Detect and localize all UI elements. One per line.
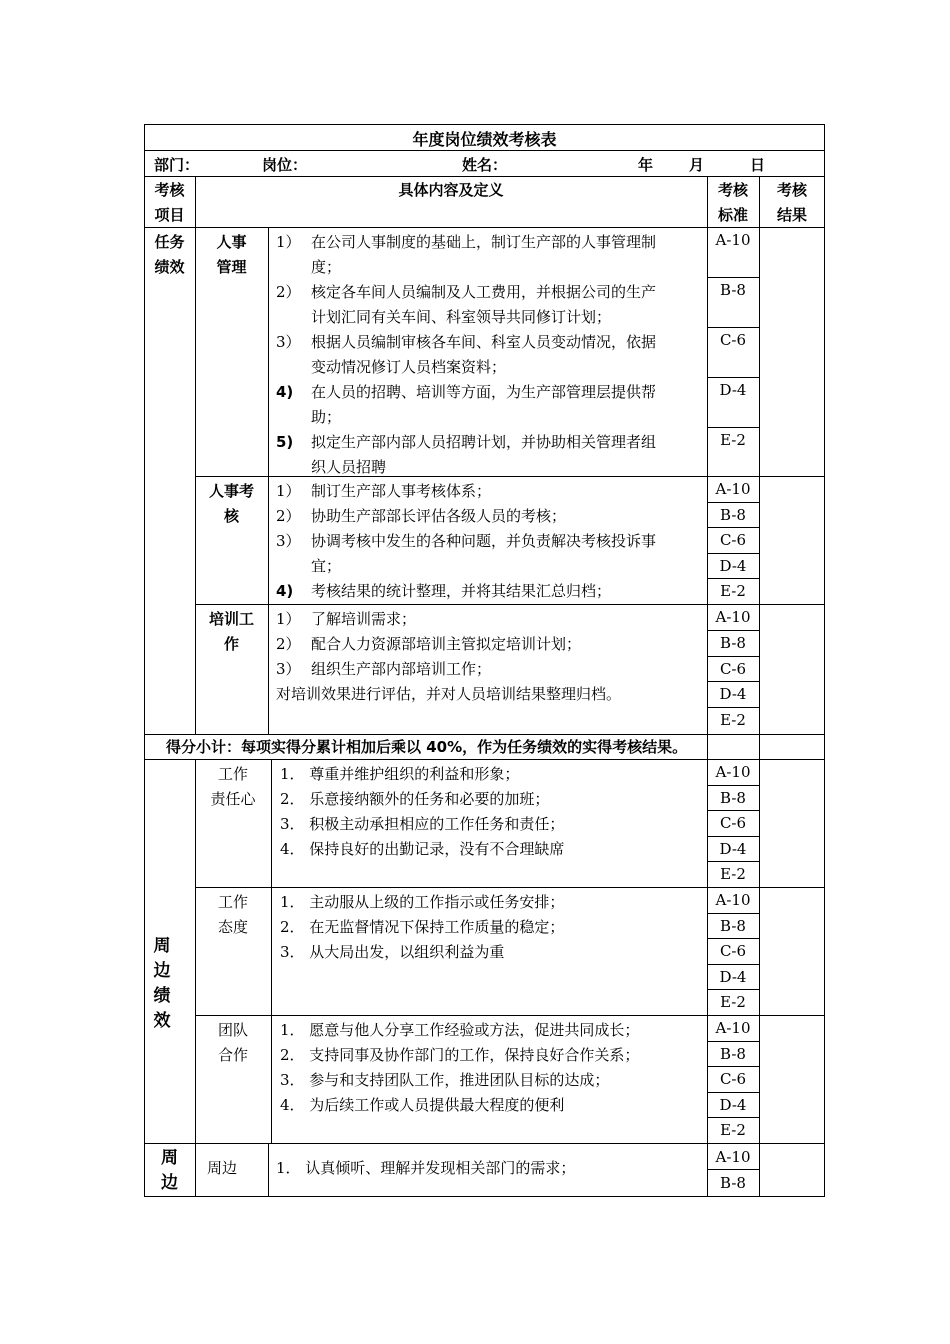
teamwork-item: 1． 愿意与他人分享工作经验或方法，促进共同成长； <box>280 1021 640 1039</box>
attitude-item: 3． 从大局出发，以组织利益为重 <box>280 943 505 961</box>
rule-line <box>144 124 145 1197</box>
rule-line <box>759 734 760 1197</box>
responsibility-label-line1: 工作 <box>217 765 248 783</box>
performance-appraisal-form <box>144 124 825 1196</box>
rule-line <box>144 1143 825 1144</box>
rule-line <box>824 124 825 1197</box>
hr-mgmt-grade: D-4 <box>719 381 747 399</box>
name-field-label: 姓名： <box>462 156 508 174</box>
hr-assess-grade: A-10 <box>715 480 751 498</box>
peripheral2-grade: B-8 <box>720 1174 746 1192</box>
attitude-grade: A-10 <box>715 891 751 909</box>
hr-assess-grade: B-8 <box>720 506 746 524</box>
hr-mgmt-item-num: 5) <box>276 433 294 451</box>
header-item-line1: 考核 <box>154 181 185 199</box>
attitude-item: 2． 在无监督情况下保持工作质量的稳定； <box>280 918 565 936</box>
task-perf-label-line1: 任务 <box>154 233 185 251</box>
peripheral2-sub-label: 周边 <box>206 1159 237 1177</box>
teamwork-grade: E-2 <box>720 1121 746 1139</box>
month-label: 月 <box>689 156 705 174</box>
header-content: 具体内容及定义 <box>398 181 504 199</box>
hr-assess-item-num: 4) <box>276 582 294 600</box>
training-label-line1: 培训工 <box>208 610 254 628</box>
responsibility-item: 3． 积极主动承担相应的工作任务和责任； <box>280 815 565 833</box>
hr-assess-grade: C-6 <box>719 531 747 549</box>
hr-assess-label-line1: 人事考 <box>208 482 254 500</box>
attitude-grade: B-8 <box>720 917 746 935</box>
hr-mgmt-grade: A-10 <box>715 231 751 249</box>
teamwork-grade: D-4 <box>719 1096 747 1114</box>
hr-assess-item-text: 宜； <box>311 557 342 575</box>
responsibility-label-line2: 责任心 <box>210 790 256 808</box>
rule-line <box>268 1143 269 1197</box>
header-result-line1: 考核 <box>776 181 807 199</box>
peripheral-perf-label-char: 周 <box>153 936 171 956</box>
attitude-item: 1． 主动服从上级的工作指示或任务安排； <box>280 893 565 911</box>
rule-line <box>759 176 760 735</box>
rule-line <box>144 124 825 125</box>
peripheral2-item: 1． 认真倾听、理解并发现相关部门的需求； <box>276 1159 576 1177</box>
hr-mgmt-item-text: 度； <box>311 258 342 276</box>
training-grade: C-6 <box>719 660 747 678</box>
peripheral2-label-line2: 边 <box>161 1173 178 1193</box>
hr-mgmt-item-text: 织人员招聘 <box>311 458 387 476</box>
responsibility-grade: E-2 <box>720 865 746 883</box>
teamwork-label-line2: 合作 <box>217 1046 248 1064</box>
header-item-line2: 项目 <box>154 206 185 224</box>
training-item-num: 3） <box>276 660 301 678</box>
hr-assess-item-num: 1） <box>276 482 301 500</box>
training-item-num: 1） <box>276 610 301 628</box>
rule-line <box>144 1196 825 1197</box>
teamwork-item: 3． 参与和支持团队工作，推进团队目标的达成； <box>280 1071 610 1089</box>
year-label: 年 <box>638 156 654 174</box>
responsibility-grade: C-6 <box>719 814 747 832</box>
hr-mgmt-item-num: 1） <box>276 233 301 251</box>
attitude-grade: C-6 <box>719 942 747 960</box>
attitude-label-line2: 态度 <box>217 918 248 936</box>
hr-mgmt-item-text: 核定各车间人员编制及人工费用，并根据公司的生产 <box>311 283 657 301</box>
training-grade: B-8 <box>720 634 746 652</box>
hr-assess-item-num: 3） <box>276 532 301 550</box>
hr-mgmt-item-text: 根据人员编制审核各车间、科室人员变动情况，依据 <box>311 333 657 351</box>
teamwork-grade: A-10 <box>715 1019 751 1037</box>
teamwork-item: 2． 支持同事及协作部门的工作，保持良好合作关系； <box>280 1046 640 1064</box>
training-label-line2: 作 <box>223 635 239 653</box>
responsibility-item: 2． 乐意接纳额外的任务和必要的加班； <box>280 790 550 808</box>
hr-mgmt-grade: C-6 <box>719 331 747 349</box>
form-title: 年度岗位绩效考核表 <box>412 130 557 149</box>
hr-assess-label-line2: 核 <box>223 507 239 525</box>
attitude-label-line1: 工作 <box>217 893 248 911</box>
training-extra-text: 对培训效果进行评估，并对人员培训结果整理归档。 <box>276 685 622 703</box>
hr-mgmt-item-text: 在人员的招聘、培训等方面，为生产部管理层提供帮 <box>311 383 657 401</box>
header-result-line2: 结果 <box>776 206 807 224</box>
day-label: 日 <box>750 156 766 174</box>
peripheral-perf-label-char: 效 <box>153 1011 171 1031</box>
dept-field-label: 部门： <box>154 156 200 174</box>
responsibility-item: 4． 保持良好的出勤记录，没有不合理缺席 <box>280 840 565 858</box>
hr-mgmt-item-text: 在公司人事制度的基础上，制订生产部的人事管理制 <box>311 233 657 251</box>
task-subtotal: 得分小计：每项实得分累计相加后乘以 40%，作为任务绩效的实得考核结果。 <box>166 738 688 756</box>
attitude-grade: E-2 <box>720 993 746 1011</box>
hr-assess-item-text: 考核结果的统计整理，并将其结果汇总归档； <box>311 582 612 600</box>
rule-line <box>195 759 196 1197</box>
rule-line <box>271 759 272 1144</box>
responsibility-grade: B-8 <box>720 789 746 807</box>
peripheral-perf-label-char: 绩 <box>153 986 171 1006</box>
post-field-label: 岗位： <box>262 156 308 174</box>
attitude-grade: D-4 <box>719 968 747 986</box>
hr-assess-item-text: 协调考核中发生的各种问题，并负责解决考核投诉事 <box>311 532 657 550</box>
training-grade: D-4 <box>719 685 747 703</box>
hr-mgmt-item-text: 拟定生产部内部人员招聘计划，并协助相关管理者组 <box>311 433 657 451</box>
hr-mgmt-item-text: 变动情况修订人员档案资料； <box>311 358 507 376</box>
hr-mgmt-item-num: 4) <box>276 383 294 401</box>
responsibility-grade: A-10 <box>715 763 751 781</box>
training-item-text: 配合人力资源部培训主管拟定培训计划； <box>311 635 582 653</box>
hr-assess-item-text: 制订生产部人事考核体系； <box>311 482 492 500</box>
task-perf-label-line2: 绩效 <box>154 258 185 276</box>
training-item-text: 组织生产部内部培训工作； <box>311 660 492 678</box>
hr-mgmt-item-num: 2） <box>276 283 301 301</box>
training-item-num: 2） <box>276 635 301 653</box>
teamwork-grade: B-8 <box>720 1045 746 1063</box>
hr-mgmt-item-text: 助； <box>311 408 342 426</box>
hr-mgmt-item-num: 3） <box>276 333 301 351</box>
training-grade: A-10 <box>715 608 751 626</box>
hr-mgmt-label-line2: 管理 <box>216 258 247 276</box>
teamwork-label-line1: 团队 <box>217 1021 248 1039</box>
responsibility-item: 1． 尊重并维护组织的利益和形象； <box>280 765 520 783</box>
rule-line <box>268 227 269 477</box>
hr-mgmt-grade: E-2 <box>720 431 746 449</box>
hr-assess-item-num: 2） <box>276 507 301 525</box>
hr-assess-item-text: 协助生产部部长评估各级人员的考核； <box>311 507 567 525</box>
rule-line <box>268 476 269 735</box>
header-standard-line2: 标准 <box>717 206 748 224</box>
hr-mgmt-item-text: 计划汇同有关车间、科室领导共同修订计划； <box>311 308 612 326</box>
hr-assess-grade: D-4 <box>719 557 747 575</box>
training-grade: E-2 <box>720 711 746 729</box>
responsibility-grade: D-4 <box>719 840 747 858</box>
training-item-text: 了解培训需求； <box>311 610 417 628</box>
hr-mgmt-label-line1: 人事 <box>216 233 247 251</box>
teamwork-grade: C-6 <box>719 1070 747 1088</box>
teamwork-item: 4． 为后续工作或人员提供最大程度的便利 <box>280 1096 565 1114</box>
hr-assess-grade: E-2 <box>720 582 746 600</box>
peripheral2-label-line1: 周 <box>161 1148 178 1168</box>
peripheral2-grade: A-10 <box>715 1148 751 1166</box>
peripheral-perf-label-char: 边 <box>153 961 171 981</box>
header-standard-line1: 考核 <box>717 181 748 199</box>
hr-mgmt-grade: B-8 <box>720 281 746 299</box>
